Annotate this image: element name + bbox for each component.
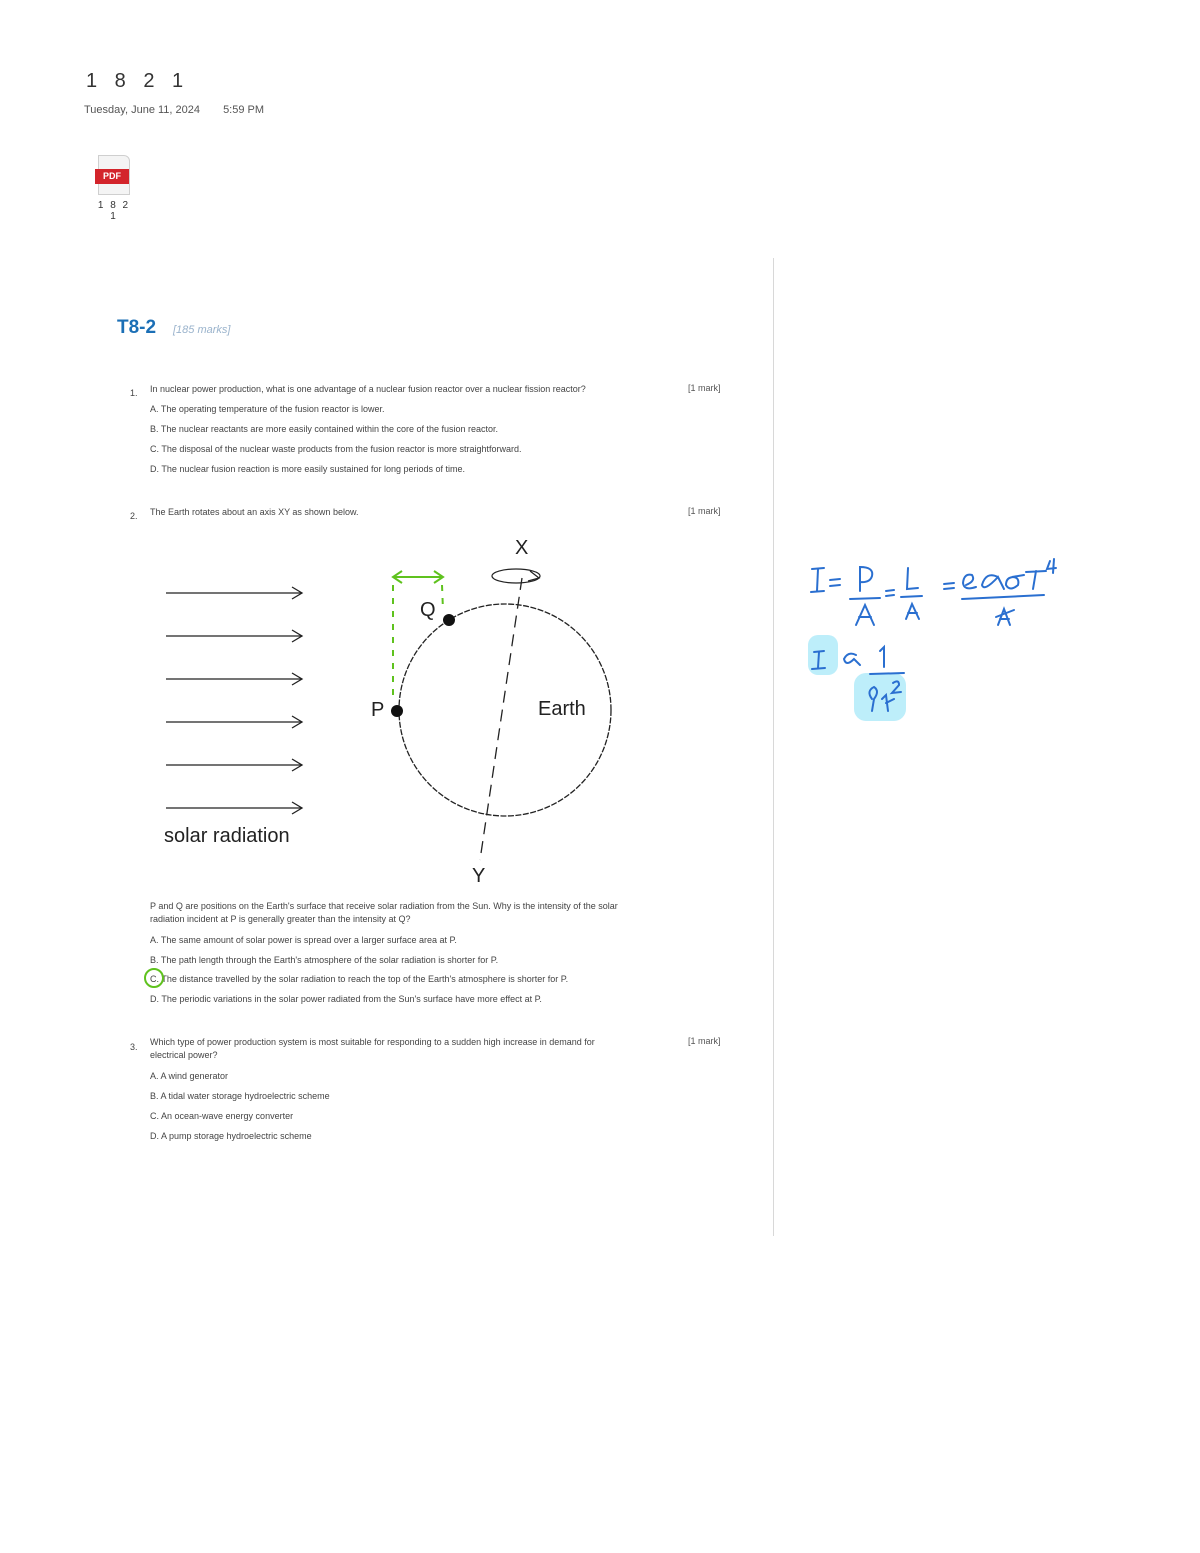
question-3-stem-line-1: Which type of power production system is most suitable for responding to a sudden high increase in demand for: [150, 1037, 595, 1047]
radiation-arrow: [166, 716, 302, 728]
note-timestamp: [84, 104, 284, 116]
radiation-label: solar radiation: [164, 825, 290, 847]
question-2-option-b: B. The path length through the Earth's atmosphere of the solar radiation is shorter for P.: [150, 955, 499, 965]
question-1-option-d: D. The nuclear fusion reaction is more easily sustained for long periods of time.: [150, 464, 465, 474]
earth-radiation-diagram: [150, 530, 630, 890]
question-2-option-c: C. The distance travelled by the solar radiation to reach the top of the Earth's atmosphere is shorter for P.: [150, 974, 569, 984]
section-marks: [185 marks]: [173, 324, 231, 336]
question-1-option-b: B. The nuclear reactants are more easily contained within the core of the fusion reactor.: [150, 424, 499, 434]
question-2-option-d: D. The periodic variations in the solar power radiated from the Sun's surface have more effect at P.: [150, 994, 542, 1004]
rotation-axis: [480, 578, 522, 860]
radiation-arrow: [166, 802, 302, 814]
question-3-stem-line-2: electrical power?: [150, 1050, 218, 1060]
page-edge-divider: [773, 258, 774, 1236]
question-1-stem: In nuclear power production, what is one advantage of a nuclear fusion reactor over a nuclear fission reactor?: [150, 384, 586, 394]
rotation-arrow-icon: [492, 569, 540, 583]
question-2-marks: [1 mark]: [688, 506, 721, 516]
question-3-option-b: B. A tidal water storage hydroelectric scheme: [150, 1091, 330, 1101]
handwritten-ink-note: [800, 555, 1070, 730]
question-2-stem-line-1: P and Q are positions on the Earth's surface that receive solar radiation from the Sun. Why is the intensity of the solar: [150, 901, 618, 911]
axis-label-x: X: [515, 537, 529, 559]
pdf-filename: 1 8 2 1: [97, 200, 131, 222]
point-q-label: Q: [420, 599, 436, 621]
question-2-stem-line-2: radiation incident at P is generally greater than the intensity at Q?: [150, 914, 411, 924]
question-2-stem: The Earth rotates about an axis XY as shown below.: [150, 507, 359, 517]
question-3-option-d: D. A pump storage hydroelectric scheme: [150, 1131, 312, 1141]
point-p-label: P: [371, 699, 385, 721]
question-3-option-a: A. A wind generator: [150, 1071, 229, 1081]
point-p-marker: [391, 705, 403, 717]
note-time: 5:59 PM: [223, 104, 265, 116]
pdf-attachment[interactable]: [94, 155, 134, 222]
point-q-marker: [443, 614, 455, 626]
earth-label: Earth: [538, 698, 586, 720]
pdf-badge: PDF: [95, 169, 129, 184]
question-1-marks: [1 mark]: [688, 383, 721, 393]
question-2-number: 2.: [130, 511, 138, 521]
answer-circle-annotation: [142, 966, 166, 990]
radiation-arrow: [166, 630, 302, 642]
green-annotation-arrow: [393, 571, 443, 702]
question-3-option-c: C. An ocean-wave energy converter: [150, 1111, 294, 1121]
question-1-number: 1.: [130, 388, 138, 398]
question-2-option-a: A. The same amount of solar power is spread over a larger surface area at P.: [150, 935, 457, 945]
note-date: Tuesday, June 11, 2024: [84, 104, 200, 116]
radiation-arrow: [166, 673, 302, 685]
radiation-arrow: [166, 587, 302, 599]
note-title: 1 8 2 1: [86, 70, 190, 92]
question-1-option-a: A. The operating temperature of the fusion reactor is lower.: [150, 404, 385, 414]
pdf-file-icon: [98, 155, 130, 195]
radiation-arrow: [166, 759, 302, 771]
section-heading: T8-2: [117, 317, 157, 338]
question-1-option-c: C. The disposal of the nuclear waste products from the fusion reactor is more straightforward.: [150, 444, 522, 454]
axis-label-y: Y: [472, 865, 486, 887]
question-3-number: 3.: [130, 1042, 138, 1052]
ink-highlight: [854, 673, 906, 721]
question-3-marks: [1 mark]: [688, 1036, 721, 1046]
